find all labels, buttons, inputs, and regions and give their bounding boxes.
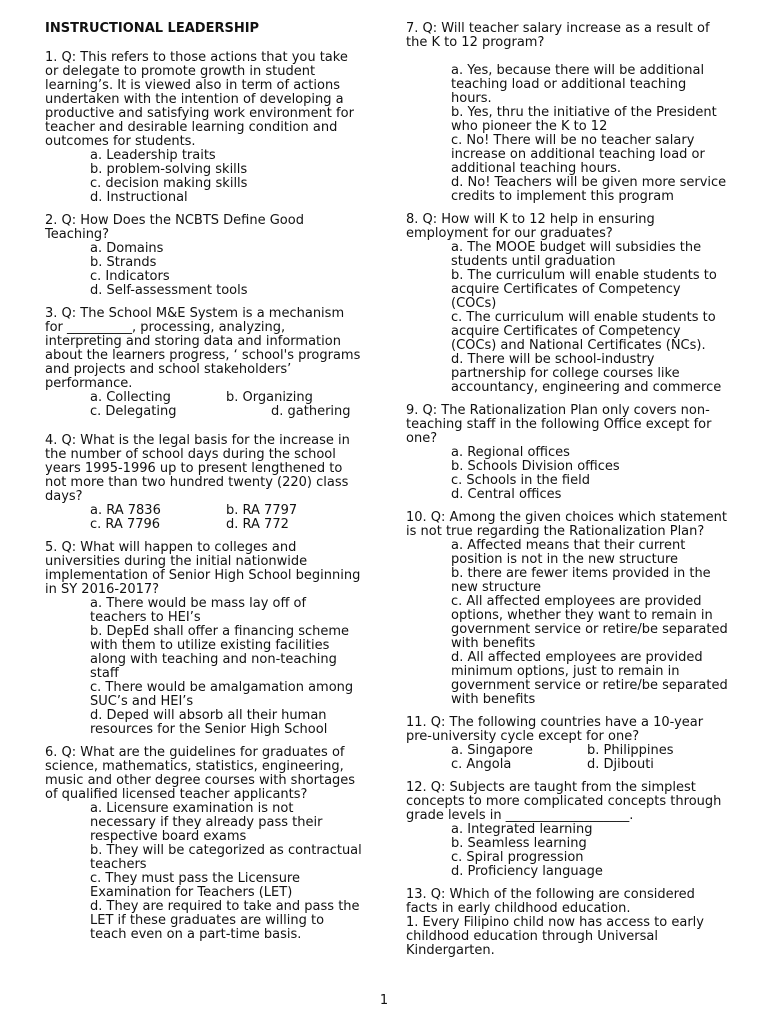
option: d. Proficiency language: [451, 864, 603, 879]
options: [406, 241, 728, 395]
option: c. Delegating: [90, 404, 177, 419]
option: a. Domains: [90, 241, 164, 256]
option: b. Philippines: [587, 743, 674, 758]
question-2: [45, 214, 363, 298]
option-row: [451, 744, 728, 758]
option: b. Yes, thru the initiative of the President who pioneer the K to 12: [451, 105, 717, 134]
options: [406, 539, 728, 707]
question-4: [45, 434, 363, 532]
right-column: [406, 22, 728, 967]
question-text: 11. Q: The following countries have a 10-year pre-university cycle except for one?: [406, 715, 704, 744]
option: c. No! There will be no teacher salary increase on additional teaching load or additional teaching hours.: [451, 133, 705, 176]
option: c. They must pass the Licensure Examination for Teachers (LET): [90, 871, 300, 900]
options: [45, 391, 363, 419]
option: d. Djibouti: [587, 757, 654, 772]
option: d. No! Teachers will be given more service credits to implement this program: [451, 175, 727, 204]
option: b. The curriculum will enable students to acquire Certificates of Competency (COCs): [451, 268, 717, 311]
option: b. Seamless learning: [451, 836, 587, 851]
option: a. Yes, because there will be additional teaching load or additional teaching hours.: [451, 63, 705, 106]
document-title: INSTRUCTIONAL LEADERSHIP: [45, 21, 260, 36]
option: d. RA 772: [226, 517, 289, 532]
option: b. Organizing: [226, 390, 313, 405]
option: a. There would be mass lay off of teachers to HEI’s: [90, 596, 307, 625]
option: a. Leadership traits: [90, 148, 216, 163]
option: c. decision making skills: [90, 176, 248, 191]
option: b. DepEd shall offer a financing scheme with them to utilize existing facilities along with teaching and non-teaching staff: [90, 624, 350, 681]
options: [406, 744, 728, 772]
option: b. there are fewer items provided in the new structure: [451, 566, 711, 595]
option: a. Collecting: [90, 390, 171, 405]
options: [406, 64, 728, 204]
option: b. problem-solving skills: [90, 162, 248, 177]
option: b. They will be categorized as contractual teachers: [90, 843, 362, 872]
question-text: 3. Q: The School M&E System is a mechanism for __________, processing, analyzing, interpreting and storing data and information about the learners progress, ‘ school's programs and projects and school stakeholders’ performance.: [45, 306, 361, 391]
option-row: [451, 758, 728, 772]
options: [45, 597, 363, 737]
question-text: 12. Q: Subjects are taught from the simplest concepts to more complicated concepts through grade levels in ___________________.: [406, 780, 722, 823]
question-6: [45, 746, 363, 942]
option: c. Angola: [451, 757, 512, 772]
question-text: 5. Q: What will happen to colleges and universities during the initial nationwide implementation of Senior High School beginning in SY 2016-2017?: [45, 540, 361, 597]
question-13: [406, 888, 728, 958]
question-text: 13. Q: Which of the following are considered facts in early childhood education.: [406, 887, 695, 916]
option: d. Instructional: [90, 190, 188, 205]
options: [45, 149, 363, 205]
option: d. gathering: [271, 404, 351, 419]
option: c. Indicators: [90, 269, 170, 284]
option: d. All affected employees are provided minimum options, just to remain in government service or retire/be separated with benefits: [451, 650, 728, 707]
option: c. Spiral progression: [451, 850, 584, 865]
option: b. Schools Division offices: [451, 459, 620, 474]
options: [406, 823, 728, 879]
option-row: [90, 405, 363, 419]
question-text: 6. Q: What are the guidelines for graduates of science, mathematics, statistics, engineering, music and other degree courses with shortages of qualified licensed teacher applicants?: [45, 745, 356, 802]
option: d. They are required to take and pass the LET if these graduates are willing to teach even on a part-time basis.: [90, 899, 360, 942]
option: a. Regional offices: [451, 445, 570, 460]
option: b. Strands: [90, 255, 157, 270]
options: [45, 802, 363, 942]
option-row: [90, 518, 363, 532]
question-text: 2. Q: How Does the NCBTS Define Good Teaching?: [45, 213, 304, 242]
option: c. The curriculum will enable students to acquire Certificates of Competency (COCs) and National Certificates (NCs).: [451, 310, 716, 353]
option: a. RA 7836: [90, 503, 161, 518]
option: a. The MOOE budget will subsidies the students until graduation: [451, 240, 702, 269]
question-text: 9. Q: The Rationalization Plan only covers non-teaching staff in the following Office except for one?: [406, 403, 712, 446]
question-12: [406, 781, 728, 879]
question-text: 4. Q: What is the legal basis for the increase in the number of school days during the school years 1995-1996 up to present lengthened to not more than two hundred twenty (220) class days?: [45, 433, 350, 504]
option: c. RA 7796: [90, 517, 161, 532]
question-text: 1. Q: This refers to those actions that you take or delegate to promote growth in student learning’s. It is viewed also in term of actions undertaken with the intention of developing a productive and satisfying work environment for teacher and desirable learning condition and outcomes for students.: [45, 50, 354, 149]
question-text: 7. Q: Will teacher salary increase as a result of the K to 12 program?: [406, 21, 710, 50]
option: c. All affected employees are provided options, whether they want to remain in government service or retire/be separated with benefits: [451, 594, 728, 651]
question-11: [406, 716, 728, 772]
question-9: [406, 404, 728, 502]
option: c. Schools in the field: [451, 473, 590, 488]
option: a. Licensure examination is not necessary if they already pass their respective board exams: [90, 801, 323, 844]
option: b. RA 7797: [226, 503, 298, 518]
question-text: 10. Q: Among the given choices which statement is not true regarding the Rationalization Plan?: [406, 510, 728, 539]
question-10: [406, 511, 728, 707]
question-8: [406, 213, 728, 395]
question-5: [45, 541, 363, 737]
option: d. Self-assessment tools: [90, 283, 248, 298]
option: a. Affected means that their current position is not in the new structure: [451, 538, 686, 567]
options: [45, 504, 363, 532]
option-row: [90, 391, 363, 405]
option: a. Singapore: [451, 743, 533, 758]
option: d. There will be school-industry partnership for college courses like accountancy, engineering and commerce: [451, 352, 722, 395]
left-column: [45, 22, 363, 951]
fact-statement: 1. Every Filipino child now has access to early childhood education through Universal Kindergarten.: [406, 915, 704, 958]
options: [406, 446, 728, 502]
option-row: [90, 504, 363, 518]
option: d. Central offices: [451, 487, 562, 502]
question-text: 8. Q: How will K to 12 help in ensuring employment for our graduates?: [406, 212, 655, 241]
option: c. There would be amalgamation among SUC’s and HEI’s: [90, 680, 354, 709]
question-1: [45, 51, 363, 205]
question-7: [406, 22, 728, 204]
option: a. Integrated learning: [451, 822, 593, 837]
option: d. Deped will absorb all their human resources for the Senior High School: [90, 708, 328, 737]
question-3: [45, 307, 363, 419]
page-number: 1: [379, 993, 389, 1008]
options: [45, 242, 363, 298]
